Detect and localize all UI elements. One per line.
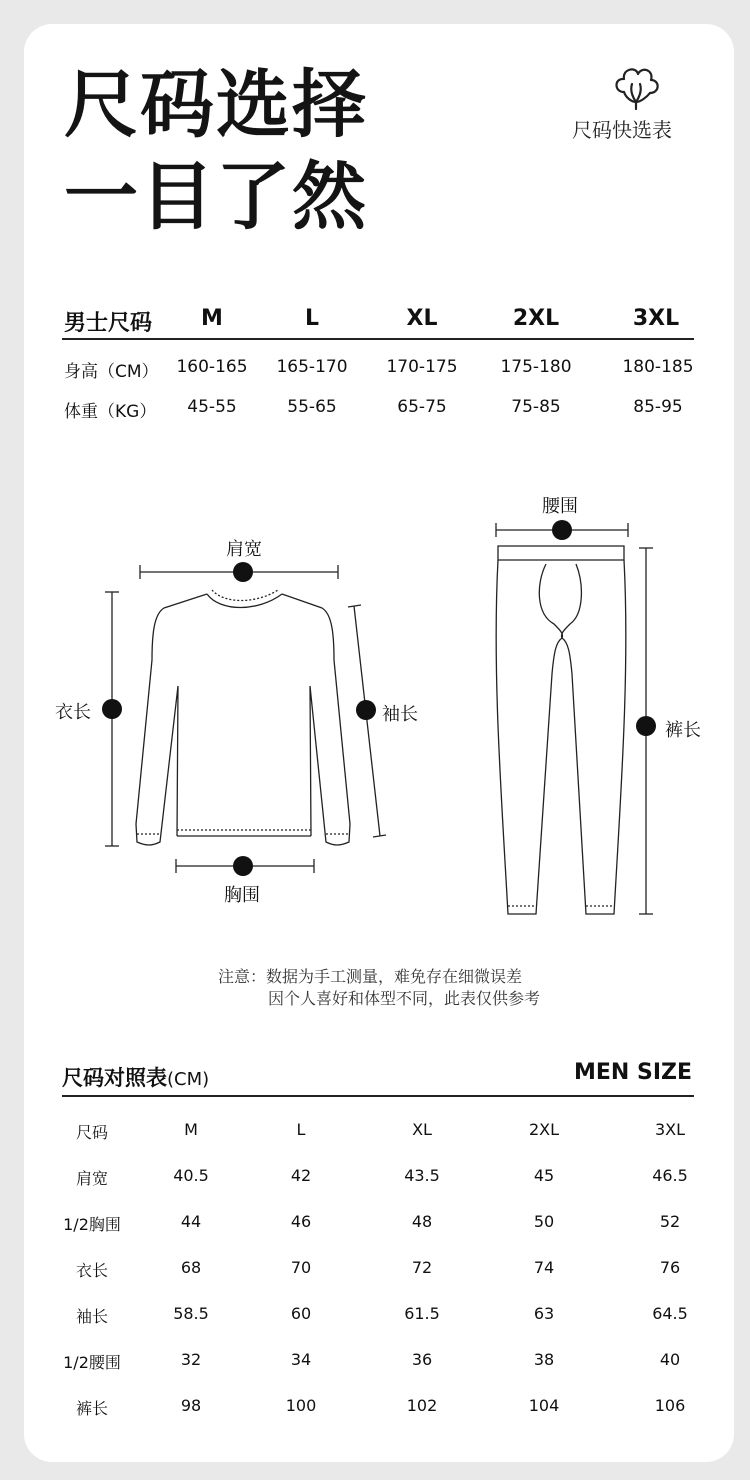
quick-cell: 75-85 [511,397,561,417]
size-chart-header-size: L [296,1120,306,1139]
size-chart-cell: 98 [180,1396,202,1415]
quick-cell: 175-180 [500,357,572,377]
size-chart-cell: 40 [659,1350,681,1369]
quick-cell: 170-175 [386,357,458,377]
size-chart-english-title: MEN SIZE [573,1060,692,1085]
size-chart-cell: 40.5 [173,1166,209,1185]
size-chart-header-size: M [184,1120,198,1139]
size-chart-cell: 43.5 [404,1166,440,1185]
size-chart-header-size: 3XL [654,1120,686,1139]
waist-dot [552,520,572,540]
quick-cell: 45-55 [187,397,237,417]
size-chart-cell: 45 [533,1166,555,1185]
quick-row-label-weight: 体重（KG） [64,402,157,422]
size-chart-row-label: 肩宽 [75,1169,109,1188]
size-chart-row-label: 衣长 [75,1261,109,1280]
size-chart-row-label: 1/2腰围 [63,1353,121,1372]
chest-dot [233,856,253,876]
size-chart-cell: 36 [411,1350,433,1369]
size-chart-title-text: 尺码对照表 [62,1066,167,1090]
sleeve-dot [356,700,376,720]
size-chart-cell: 63 [533,1304,555,1323]
quick-cell: 55-65 [287,397,337,417]
size-chart-cell: 42 [290,1166,312,1185]
size-chart-cell: 72 [411,1258,433,1277]
note-line1: 注意：数据为手工测量，难免存在细微误差 [218,967,523,986]
size-chart-cell: 58.5 [173,1304,209,1323]
size-chart-cell: 64.5 [652,1304,688,1323]
size-chart-cell: 102 [406,1396,438,1415]
quick-size-xl: XL [406,306,438,331]
length-dot [102,699,122,719]
page-title-line2: 一目了然 [64,154,368,240]
shoulder-dot [233,562,253,582]
size-chart-cell: 61.5 [404,1304,440,1323]
size-chart-unit: (CM) [167,1069,210,1090]
note-line2: 因个人喜好和体型不同，此表仅供参考 [268,989,541,1008]
size-chart-row-label: 袖长 [75,1307,109,1326]
size-guide-card [24,24,734,1462]
size-chart-cell: 32 [180,1350,202,1369]
size-chart-cell: 74 [533,1258,555,1277]
pants-length-dot [636,716,656,736]
size-chart-cell: 76 [659,1258,681,1277]
size-chart-cell: 104 [528,1396,560,1415]
size-chart-cell: 46 [290,1212,312,1231]
size-chart-cell: 44 [180,1212,202,1231]
page-title-line1: 尺码选择 [64,62,368,148]
label-shoulder: 肩宽 [226,539,262,560]
badge-label: 尺码快选表 [572,118,672,142]
size-chart-cell: 70 [290,1258,312,1277]
quick-size-3xl: 3XL [632,306,680,331]
pants-outline [496,546,626,914]
garment-diagram [24,24,734,944]
size-chart-row-label: 1/2胸围 [63,1215,121,1234]
quick-cell: 65-75 [397,397,447,417]
quick-size-2xl: 2XL [512,306,560,331]
quick-size-l: L [304,306,320,331]
label-pants-length: 裤长 [665,720,701,741]
size-chart-header-label: 尺码 [75,1123,109,1142]
size-chart-cell: 34 [290,1350,312,1369]
quick-cell: 85-95 [633,397,683,417]
size-chart-header-size: 2XL [528,1120,560,1139]
sleeve-measure-line [354,606,380,836]
size-chart-cell: 46.5 [652,1166,688,1185]
quick-size-m: M [201,306,223,331]
size-chart-cell: 68 [180,1258,202,1277]
size-chart-title [62,1062,209,1092]
label-shirt-length: 衣长 [55,702,91,723]
size-chart-cell: 60 [290,1304,312,1323]
quick-cell: 180-185 [622,357,694,377]
size-chart-divider [62,1095,694,1097]
size-chart-cell: 106 [654,1396,686,1415]
label-sleeve: 袖长 [382,704,418,725]
size-chart-cell: 38 [533,1350,555,1369]
shirt-outline [136,590,350,845]
size-chart-cell: 100 [285,1396,317,1415]
size-chart-cell: 52 [659,1212,681,1231]
label-chest: 胸围 [224,885,260,906]
quick-row-label-height: 身高（CM） [64,362,159,382]
size-chart-header-size: XL [412,1120,432,1139]
label-waist: 腰围 [542,496,578,517]
quick-cell: 160-165 [176,357,248,377]
size-chart-row-label: 裤长 [75,1399,109,1418]
size-chart-cell: 48 [411,1212,433,1231]
quick-table-header-label: 男士尺码 [64,311,153,336]
quick-cell: 165-170 [276,357,348,377]
size-chart-cell: 50 [533,1212,555,1231]
